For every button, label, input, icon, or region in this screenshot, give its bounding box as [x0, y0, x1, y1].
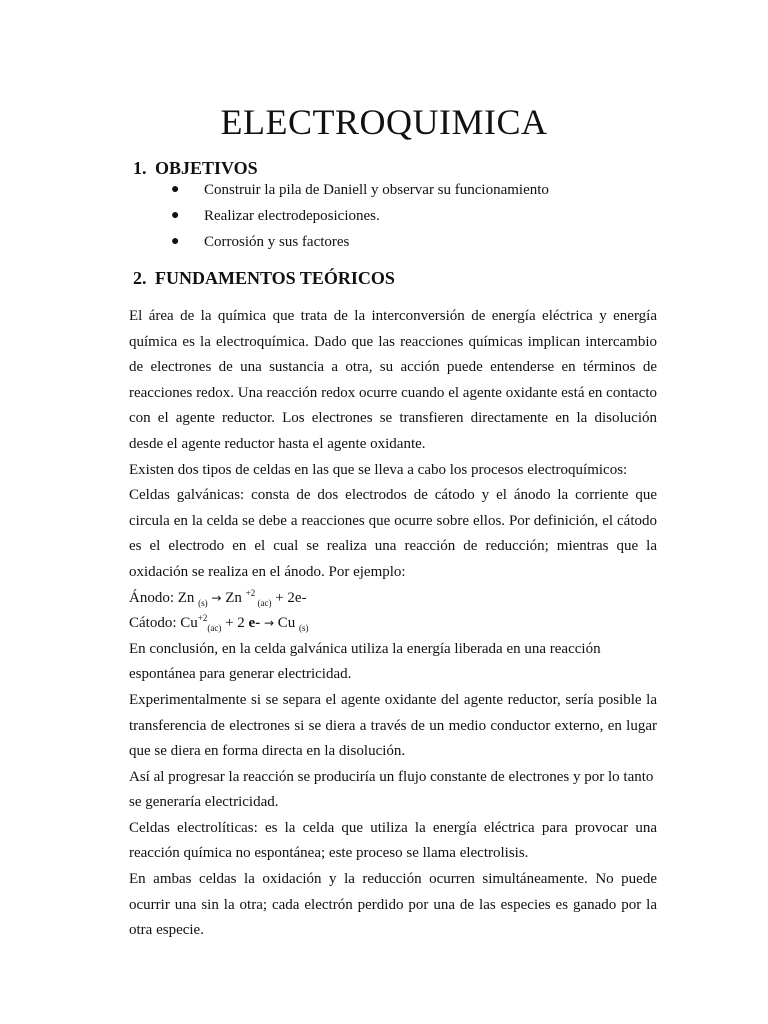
- section-heading-fundamentos: [133, 268, 395, 289]
- anode-equation: [129, 586, 657, 612]
- subscript: (ac): [255, 597, 272, 608]
- subscript: (s): [299, 623, 309, 634]
- objectives-list: [171, 180, 549, 258]
- arrow-icon: →: [211, 590, 222, 605]
- section-heading-objetivos: [133, 158, 258, 179]
- section-title: FUNDAMENTOS TEÓRICOS: [155, 268, 395, 288]
- paragraph: En ambas celdas la oxidación y la reducción ocurren simultáneamente. No puede ocurrir una sin la otra; cada electrón perdido por una de las especies es ganado por la otra especie.: [129, 871, 657, 939]
- equation-text: Zn: [221, 589, 246, 606]
- equation-text: Cátodo: Cu: [129, 615, 198, 632]
- list-item: [171, 180, 549, 206]
- arrow-icon: →: [263, 616, 275, 631]
- body-text: [129, 304, 657, 944]
- paragraph: El área de la química que trata de la interconversión de energía eléctrica y energía química es la electroquímica. Dado que las reacciones químicas implican intercambio de electrones de una sustancia a otra, su acción puede entenderse en términos de reacciones redox. Una reacción redox ocurre cuando el agente oxidante está en contacto con el agente reductor. Los electrones se transfieren directamente en la disolución desde el agente reductor hasta el agente oxidante.: [129, 308, 657, 452]
- list-item-text: Corrosión y sus factores: [204, 234, 350, 250]
- paragraph: En conclusión, en la celda galvánica utiliza la energía liberada en una reacción espontánea para generar electricidad.: [129, 640, 601, 683]
- superscript: +2: [245, 587, 256, 598]
- subscript: (s): [198, 597, 208, 608]
- subscript: (ac): [207, 623, 222, 634]
- paragraph: Celdas galvánicas: consta de dos electrodos de cátodo y el ánodo la corriente que circula en la celda se debe a reacciones que ocurre sobre ellos. Por definición, el cátodo es el electrodo en el cual se realiza una reacción de reducción; mientras que la oxidación se realiza en el ánodo. Por ejemplo:: [129, 487, 657, 580]
- bullet-icon: ●: [171, 234, 180, 249]
- equation-text: Cu: [274, 615, 300, 632]
- section-number: 2.: [133, 268, 147, 288]
- list-item-text: Construir la pila de Daniell y observar su funcionamiento: [204, 182, 549, 198]
- bullet-icon: ●: [171, 182, 180, 197]
- paragraph: Así al progresar la reacción se produciría un flujo constante de electrones y por lo tanto se generaría electricidad.: [129, 768, 654, 811]
- document-title: ELECTROQUIMICA: [220, 102, 548, 142]
- section-title: OBJETIVOS: [155, 158, 258, 178]
- cathode-equation: [129, 611, 657, 637]
- paragraph: Celdas electrolíticas: es la celda que utiliza la energía eléctrica para provocar una reacción química no espontánea; este proceso se llama electrolisis.: [129, 819, 657, 862]
- section-number: 1.: [133, 158, 147, 178]
- paragraph: Experimentalmente si se separa el agente oxidante del agente reductor, sería posible la transferencia de electrones si se diera a través de un medio conductor externo, en lugar que se diera en forma directa en la disolución.: [129, 691, 657, 760]
- equation-text: + 2: [221, 615, 249, 632]
- equation-bold-text: e-: [248, 615, 261, 632]
- superscript: +2: [197, 613, 208, 624]
- equation-text: Ánodo: Zn: [129, 589, 199, 606]
- list-item: [171, 232, 549, 258]
- bullet-icon: ●: [171, 208, 180, 223]
- list-item-text: Realizar electrodeposiciones.: [204, 208, 380, 224]
- list-item: [171, 206, 549, 232]
- equation-text: + 2e-: [271, 589, 307, 606]
- paragraph: Existen dos tipos de celdas en las que se lleva a cabo los procesos electroquímicos:: [129, 461, 628, 478]
